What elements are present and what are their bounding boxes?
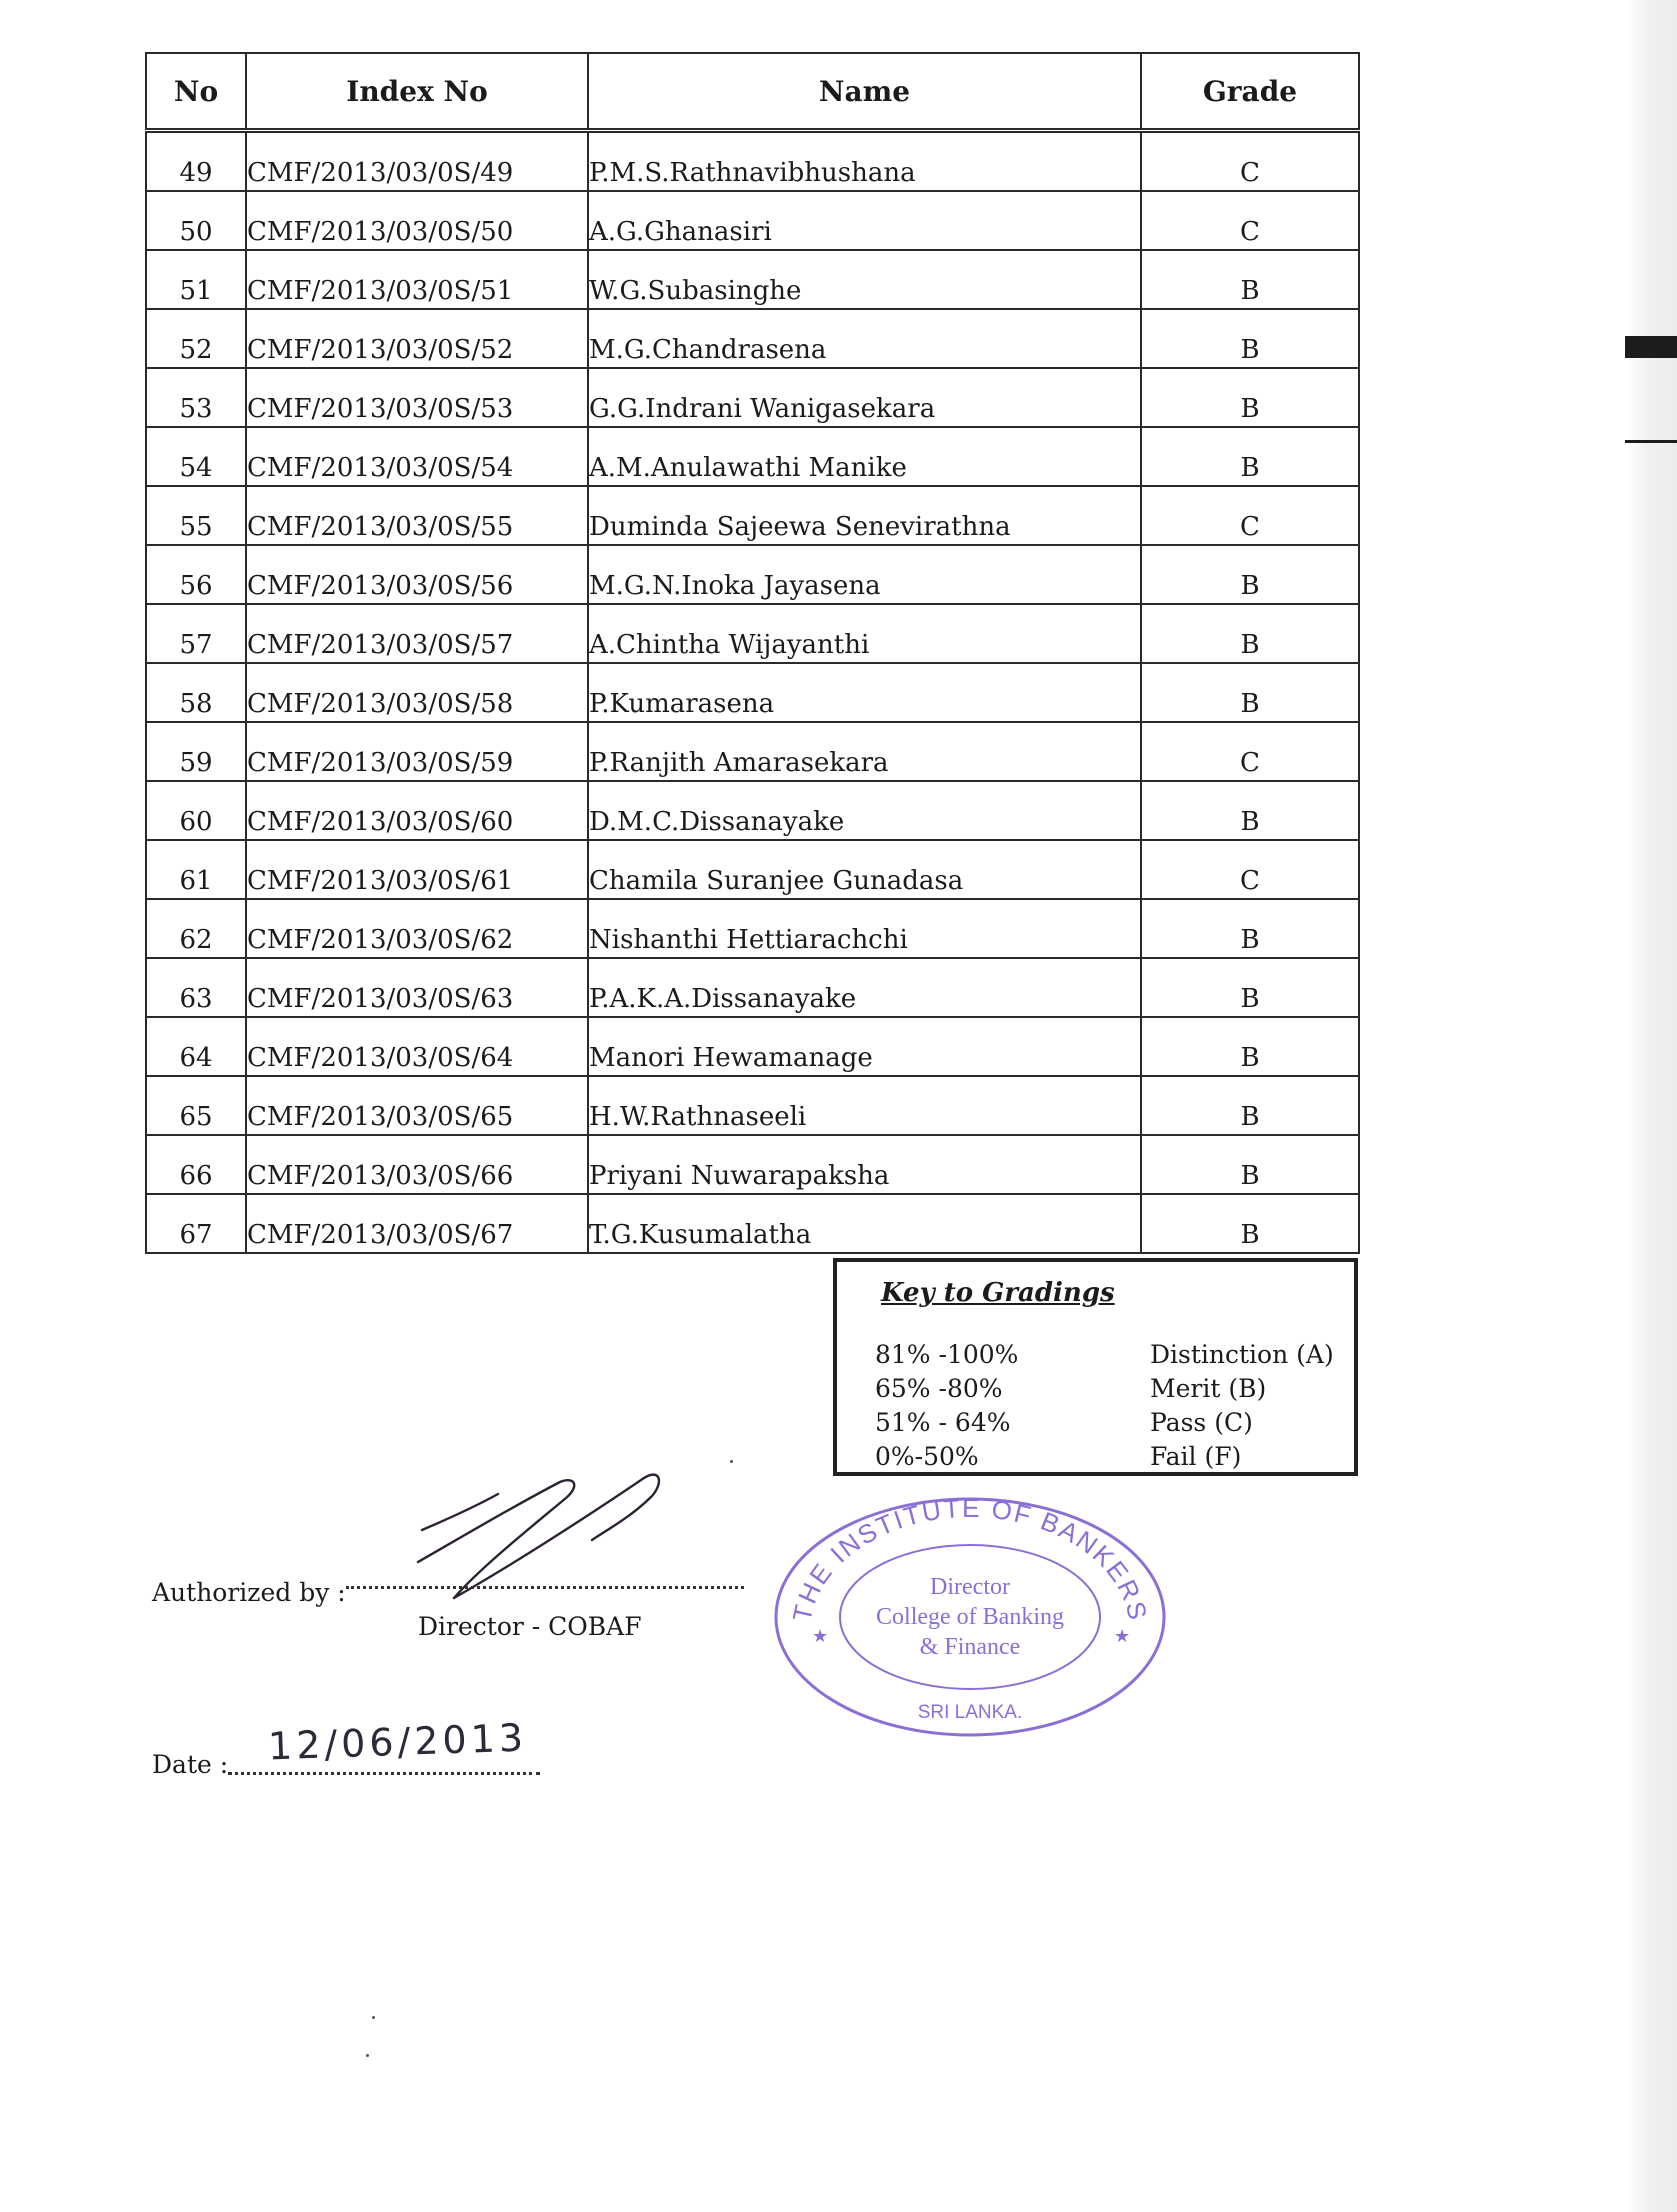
- row-no: 62: [146, 899, 246, 958]
- row-index-no: CMF/2013/03/0S/54: [246, 427, 588, 486]
- grade-label: Fail (F): [1150, 1442, 1242, 1471]
- row-index-no: CMF/2013/03/0S/58: [246, 663, 588, 722]
- header-grade: Grade: [1141, 53, 1359, 131]
- row-index-no: CMF/2013/03/0S/62: [246, 899, 588, 958]
- scan-edge-tab: [1625, 336, 1677, 358]
- table-header-row: [146, 53, 1359, 131]
- row-name: A.M.Anulawathi Manike: [588, 427, 1141, 486]
- row-no: 66: [146, 1135, 246, 1194]
- table-row: [146, 427, 1359, 486]
- institute-stamp: [770, 1482, 1170, 1744]
- grade-range: 51% - 64%: [875, 1408, 1011, 1437]
- row-grade: B: [1141, 958, 1359, 1017]
- row-index-no: CMF/2013/03/0S/66: [246, 1135, 588, 1194]
- row-index-no: CMF/2013/03/0S/63: [246, 958, 588, 1017]
- row-no: 52: [146, 309, 246, 368]
- row-name: Nishanthi Hettiarachchi: [588, 899, 1141, 958]
- table-row: [146, 486, 1359, 545]
- date-dotted-line: [228, 1772, 540, 1775]
- row-grade: B: [1141, 250, 1359, 309]
- scan-speck: [366, 2054, 369, 2057]
- row-index-no: CMF/2013/03/0S/53: [246, 368, 588, 427]
- row-index-no: CMF/2013/03/0S/67: [246, 1194, 588, 1253]
- table-row: [146, 604, 1359, 663]
- table-row: [146, 899, 1359, 958]
- grade-label: Merit (B): [1150, 1374, 1267, 1403]
- stamp-star-icon: ★: [1114, 1626, 1131, 1647]
- row-grade: B: [1141, 1194, 1359, 1253]
- row-grade: B: [1141, 663, 1359, 722]
- table-row: [146, 958, 1359, 1017]
- row-name: M.G.N.Inoka Jayasena: [588, 545, 1141, 604]
- scan-speck: [730, 1460, 733, 1463]
- row-name: A.Chintha Wijayanthi: [588, 604, 1141, 663]
- row-name: P.M.S.Rathnavibhushana: [588, 131, 1141, 192]
- table-row: [146, 368, 1359, 427]
- row-grade: C: [1141, 131, 1359, 192]
- grade-label: Pass (C): [1150, 1408, 1253, 1437]
- grading-key-title: Key to Gradings: [881, 1278, 1115, 1308]
- row-index-no: CMF/2013/03/0S/65: [246, 1076, 588, 1135]
- row-no: 60: [146, 781, 246, 840]
- row-no: 49: [146, 131, 246, 192]
- row-grade: B: [1141, 1076, 1359, 1135]
- table-row: [146, 191, 1359, 250]
- row-index-no: CMF/2013/03/0S/52: [246, 309, 588, 368]
- row-index-no: CMF/2013/03/0S/60: [246, 781, 588, 840]
- row-no: 61: [146, 840, 246, 899]
- row-name: H.W.Rathnaseeli: [588, 1076, 1141, 1135]
- row-name: M.G.Chandrasena: [588, 309, 1141, 368]
- table-row: [146, 545, 1359, 604]
- row-name: Duminda Sajeewa Senevirathna: [588, 486, 1141, 545]
- row-grade: C: [1141, 840, 1359, 899]
- authorized-by-label: Authorized by :: [152, 1578, 346, 1607]
- row-no: 50: [146, 191, 246, 250]
- row-index-no: CMF/2013/03/0S/50: [246, 191, 588, 250]
- row-name: P.A.K.A.Dissanayake: [588, 958, 1141, 1017]
- authorized-by-role: Director - COBAF: [418, 1612, 642, 1641]
- row-no: 59: [146, 722, 246, 781]
- row-index-no: CMF/2013/03/0S/56: [246, 545, 588, 604]
- scan-edge-line: [1625, 440, 1677, 443]
- row-name: Priyani Nuwarapaksha: [588, 1135, 1141, 1194]
- row-name: D.M.C.Dissanayake: [588, 781, 1141, 840]
- row-grade: C: [1141, 722, 1359, 781]
- row-grade: B: [1141, 1135, 1359, 1194]
- row-grade: B: [1141, 899, 1359, 958]
- grade-range: 0%-50%: [875, 1442, 979, 1471]
- row-no: 58: [146, 663, 246, 722]
- table-row: [146, 309, 1359, 368]
- row-grade: B: [1141, 604, 1359, 663]
- row-index-no: CMF/2013/03/0S/55: [246, 486, 588, 545]
- header-index-no: Index No: [246, 53, 588, 131]
- row-grade: C: [1141, 191, 1359, 250]
- row-grade: B: [1141, 1017, 1359, 1076]
- grading-key-box: [833, 1258, 1358, 1476]
- stamp-arc-text: THE INSTITUTE OF BANKERS: [786, 1492, 1154, 1625]
- handwritten-date: 12/06/2013: [267, 1715, 528, 1769]
- row-index-no: CMF/2013/03/0S/61: [246, 840, 588, 899]
- table-row: [146, 1194, 1359, 1253]
- row-name: Manori Hewamanage: [588, 1017, 1141, 1076]
- row-no: 63: [146, 958, 246, 1017]
- authorized-by-dotted-line: [346, 1586, 744, 1589]
- row-no: 67: [146, 1194, 246, 1253]
- row-no: 54: [146, 427, 246, 486]
- row-index-no: CMF/2013/03/0S/64: [246, 1017, 588, 1076]
- row-no: 53: [146, 368, 246, 427]
- table-row: [146, 1076, 1359, 1135]
- scan-speck: [372, 2016, 375, 2019]
- scan-edge-shadow: [1627, 0, 1677, 2212]
- results-table: [145, 52, 1360, 1254]
- stamp-line-finance: & Finance: [919, 1634, 1021, 1660]
- header-name: Name: [588, 53, 1141, 131]
- stamp-bottom-text: SRI LANKA.: [917, 1702, 1023, 1723]
- row-grade: C: [1141, 486, 1359, 545]
- row-no: 56: [146, 545, 246, 604]
- row-index-no: CMF/2013/03/0S/57: [246, 604, 588, 663]
- row-grade: B: [1141, 545, 1359, 604]
- row-name: Chamila Suranjee Gunadasa: [588, 840, 1141, 899]
- row-no: 55: [146, 486, 246, 545]
- grade-range: 81% -100%: [875, 1340, 1019, 1369]
- header-no: No: [146, 53, 246, 131]
- row-name: P.Kumarasena: [588, 663, 1141, 722]
- table-row: [146, 1017, 1359, 1076]
- row-index-no: CMF/2013/03/0S/59: [246, 722, 588, 781]
- table-row: [146, 131, 1359, 192]
- table-row: [146, 663, 1359, 722]
- row-name: W.G.Subasinghe: [588, 250, 1141, 309]
- table-row: [146, 250, 1359, 309]
- row-grade: B: [1141, 781, 1359, 840]
- row-index-no: CMF/2013/03/0S/51: [246, 250, 588, 309]
- stamp-star-icon: ★: [812, 1626, 829, 1647]
- row-index-no: CMF/2013/03/0S/49: [246, 131, 588, 192]
- date-label: Date :: [152, 1750, 229, 1779]
- table-row: [146, 781, 1359, 840]
- grade-range: 65% -80%: [875, 1374, 1003, 1403]
- row-no: 65: [146, 1076, 246, 1135]
- row-name: T.G.Kusumalatha: [588, 1194, 1141, 1253]
- row-grade: B: [1141, 309, 1359, 368]
- row-name: A.G.Ghanasiri: [588, 191, 1141, 250]
- grade-label: Distinction (A): [1150, 1340, 1334, 1369]
- row-name: P.Ranjith Amarasekara: [588, 722, 1141, 781]
- stamp-line-college: College of Banking: [876, 1604, 1064, 1630]
- row-no: 64: [146, 1017, 246, 1076]
- table-row: [146, 840, 1359, 899]
- row-no: 57: [146, 604, 246, 663]
- row-no: 51: [146, 250, 246, 309]
- row-grade: B: [1141, 427, 1359, 486]
- table-row: [146, 1135, 1359, 1194]
- row-name: G.G.Indrani Wanigasekara: [588, 368, 1141, 427]
- row-grade: B: [1141, 368, 1359, 427]
- results-body: [146, 131, 1359, 1254]
- table-row: [146, 722, 1359, 781]
- stamp-line-director: Director: [930, 1574, 1010, 1600]
